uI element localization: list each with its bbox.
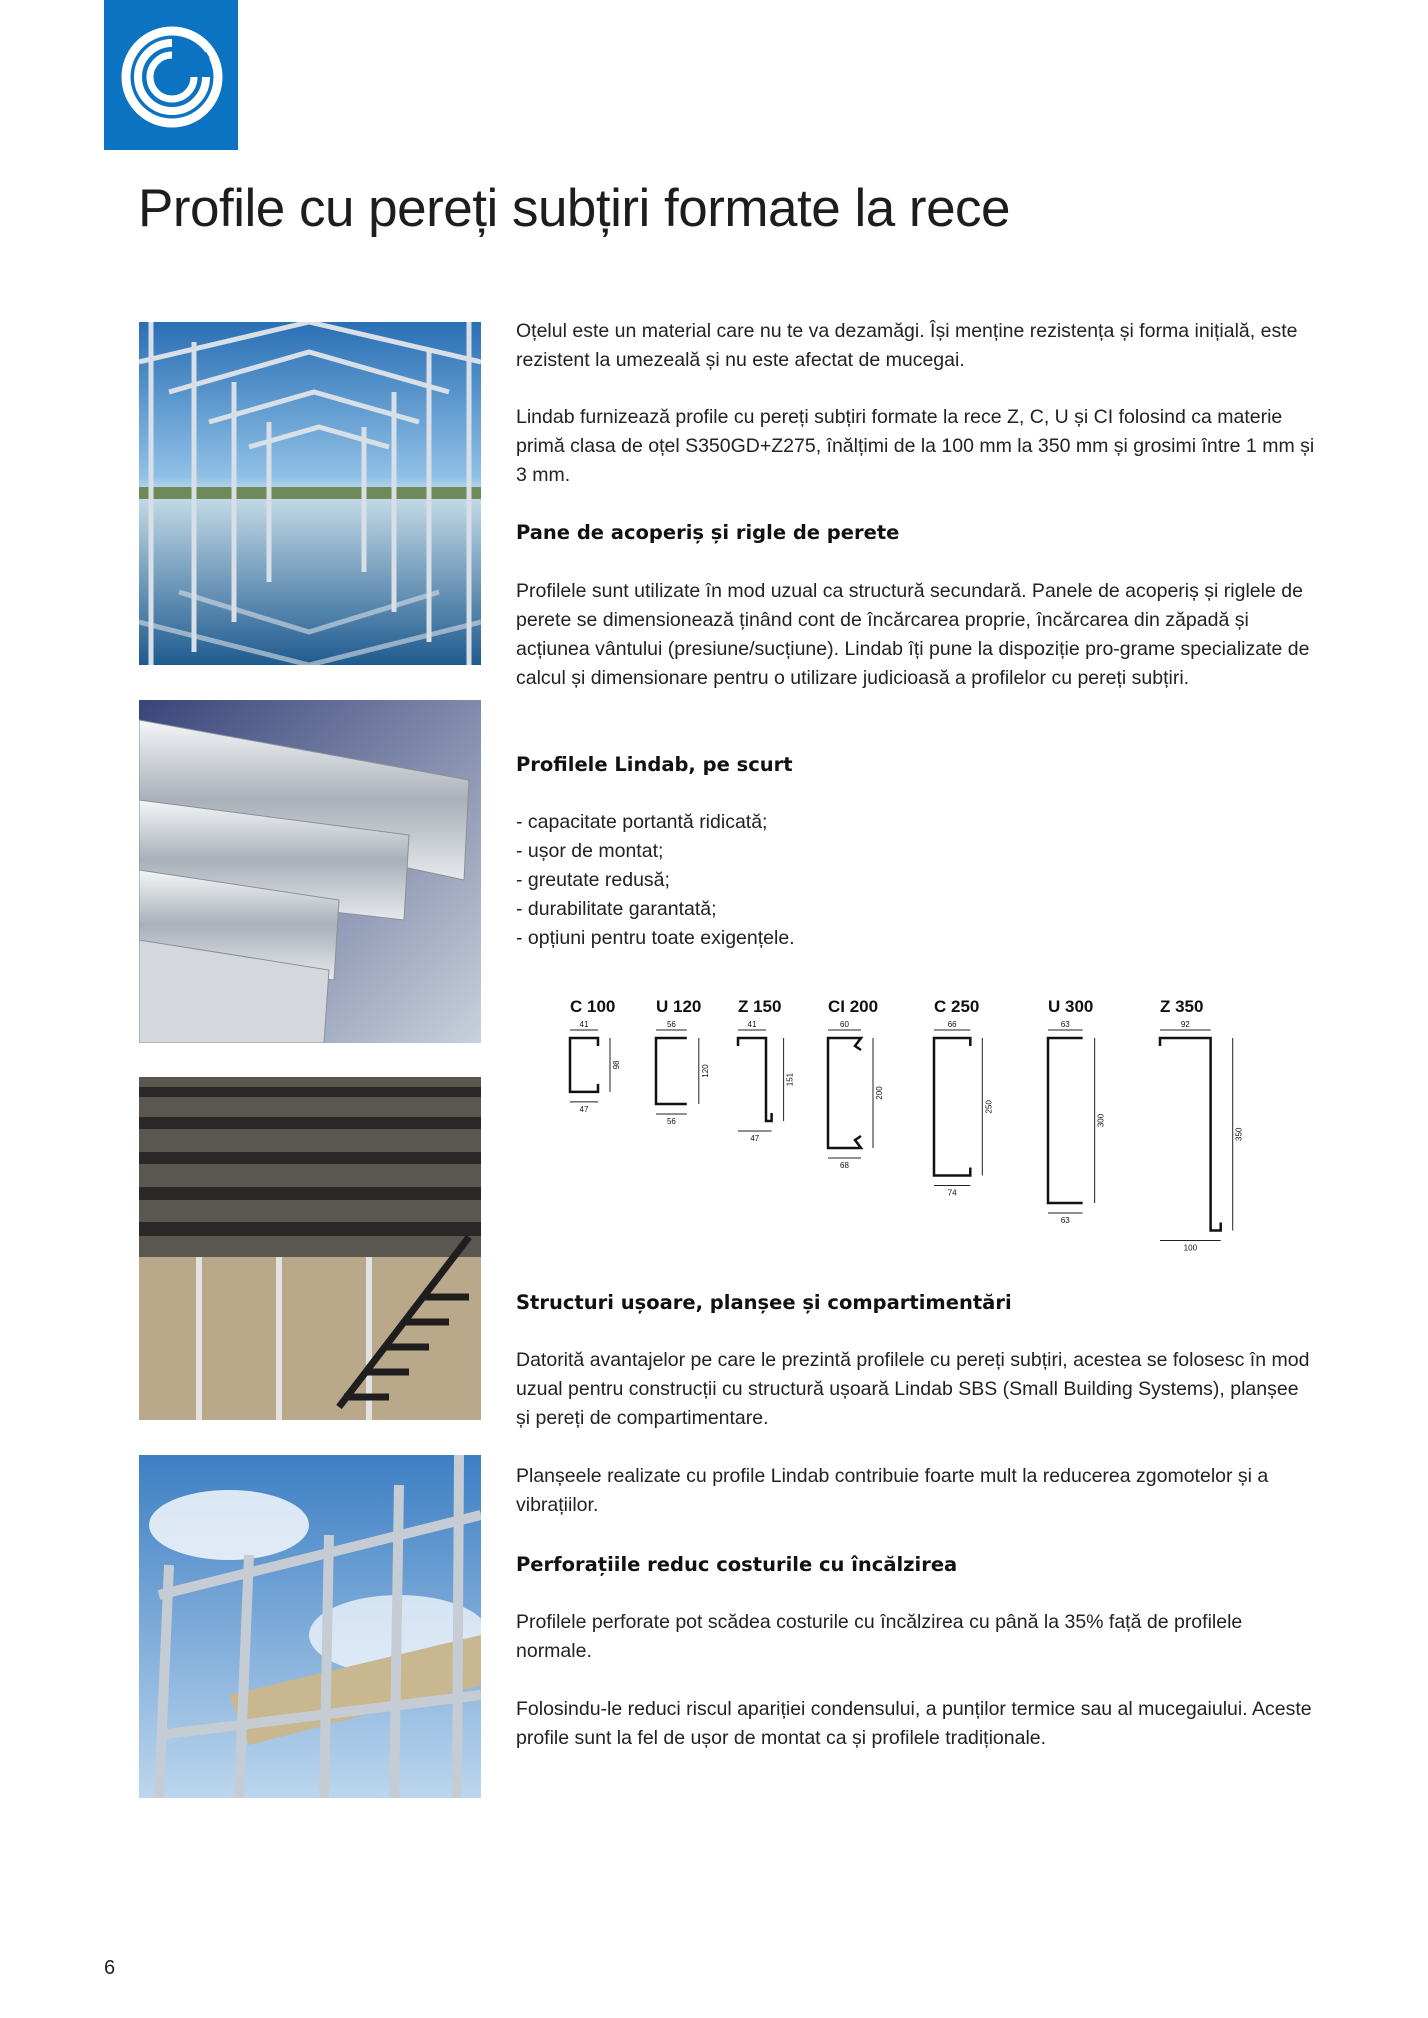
profile-top-width: 60 [840, 1020, 849, 1029]
profile-bottom-width: 47 [579, 1104, 589, 1114]
profile-height: 250 [984, 1100, 994, 1114]
list-item: - ușor de montat; [516, 840, 664, 862]
profile-top-width: 56 [666, 1020, 676, 1029]
section-heading: Perforațiile reduc costurile cu încălzirea [516, 1553, 958, 1576]
profile-bottom-width: 100 [1183, 1243, 1198, 1253]
section-heading: Pane de acoperiș și rigle de perete [516, 521, 900, 544]
profile-bottom-width: 74 [947, 1188, 957, 1198]
profile-height: 98 [612, 1060, 621, 1070]
section-roof-purlins-body [516, 577, 1316, 693]
profile-section-shape [656, 1038, 687, 1104]
section-heading: Structuri ușoare, planșee și compartimentări [516, 1291, 1012, 1314]
profile-label: C 250 [934, 997, 980, 1016]
profile-height: 350 [1234, 1127, 1244, 1141]
profile-section-shape [1048, 1038, 1083, 1203]
profile-bottom-width: 47 [750, 1134, 760, 1144]
profiles-summary-list [516, 808, 1316, 953]
profile-top-width: 63 [1060, 1020, 1070, 1029]
profile-top-width: 92 [1180, 1020, 1190, 1029]
profile-bottom-width: 56 [666, 1117, 676, 1126]
section-perforations [516, 1550, 1316, 1579]
profile-height: 200 [875, 1086, 884, 1100]
profile-top-width: 66 [947, 1020, 957, 1029]
photo-steel-frame-structure [139, 322, 481, 665]
lindab-logo-icon [120, 25, 224, 129]
intro-block [516, 317, 1316, 375]
intro-paragraph-2: Lindab furnizează profile cu pereți subțiri formate la rece Z, C, U și CI folosind ca materie primă clasa de oțel S350GD+Z275, înălțimi de la 100 mm la 350 mm și grosimi între 1 mm și 3 mm. [516, 406, 1315, 486]
list-item: - opțiuni pentru toate exigențele. [516, 927, 795, 949]
profile-label: C 100 [570, 997, 616, 1016]
profile-bottom-width: 68 [840, 1161, 849, 1170]
logo-box [104, 0, 238, 150]
section-light-structures-body-2 [516, 1462, 1316, 1520]
page-title: Profile cu pereți subțiri formate la rece [138, 179, 1011, 238]
section-paragraph: Profilele perforate pot scădea costurile cu încălzirea cu până la 35% față de profilele normale. [516, 1611, 1243, 1662]
section-paragraph: Profilele sunt utilizate în mod uzual ca structură secundară. Panele de acoperiș și riglele de perete se dimensionează ținând cont de încărcarea proprie, încărcarea din zăpadă și acțiunea vântului (presiune/sucțiune). Lindab îți pune la dispoziție pro-grame specializate de calcul și dimensionare pentru o utilizare judicioasă a profilelor cu pereți subțiri. [516, 580, 1310, 689]
profile-label: CI 200 [828, 997, 879, 1016]
intro-block-2 [516, 403, 1316, 490]
section-light-structures-body [516, 1346, 1316, 1433]
list-item: - capacitate portantă ridicată; [516, 811, 768, 833]
photo-steel-framing-sky [139, 1455, 481, 1798]
profile-height: 120 [700, 1064, 710, 1078]
profile-height: 300 [1096, 1113, 1106, 1128]
profile-section-shape [1160, 1038, 1221, 1231]
photo-cold-formed-profiles [139, 700, 481, 1043]
profile-sections-diagram [548, 996, 1268, 1266]
profile-label: Z 150 [738, 997, 782, 1016]
profile-top-width: 41 [747, 1020, 757, 1029]
section-light-structures [516, 1288, 1316, 1317]
list-item: - durabilitate garantată; [516, 898, 717, 920]
section-profiles-summary [516, 750, 1316, 779]
profile-label: U 120 [656, 997, 702, 1016]
section-perforations-body [516, 1608, 1316, 1666]
profile-height: 151 [785, 1072, 795, 1087]
section-perforations-body-2 [516, 1695, 1316, 1753]
profile-section-shape [828, 1038, 861, 1148]
section-paragraph: Planșeele realizate cu profile Lindab contribuie foarte mult la reducerea zgomotelor și a vibrațiilor. [516, 1465, 1269, 1516]
photo-light-structure-interior [139, 1077, 481, 1420]
profile-label: U 300 [1048, 997, 1094, 1016]
section-paragraph: Datorită avantajelor pe care le prezintă profilele cu pereți subțiri, acestea se folosesc în mod uzual pentru construcții cu structură ușoară Lindab SBS (Small Building Systems), planșee și pereți de compartimentare. [516, 1349, 1310, 1429]
section-heading: Profilele Lindab, pe scurt [516, 753, 793, 776]
profile-bottom-width: 63 [1060, 1216, 1070, 1225]
profile-top-width: 41 [579, 1020, 589, 1029]
section-roof-purlins [516, 518, 1316, 547]
profile-section-shape [570, 1038, 598, 1092]
profile-section-shape [934, 1038, 970, 1176]
profile-label: Z 350 [1160, 997, 1204, 1016]
page-number: 6 [104, 1957, 116, 1979]
profile-section-shape [738, 1038, 772, 1121]
section-paragraph: Folosindu-le reduci riscul apariției condensului, a punților termice sau al mucegaiului. Aceste profile sunt la fel de ușor de montat ca și profilele tradiționale. [516, 1698, 1312, 1749]
intro-paragraph-1: Oțelul este un material care nu te va dezamăgi. Își menține rezistența și forma inițială, este rezistent la umezeală și nu este afectat de mucegai. [516, 320, 1298, 371]
list-item: - greutate redusă; [516, 869, 670, 891]
